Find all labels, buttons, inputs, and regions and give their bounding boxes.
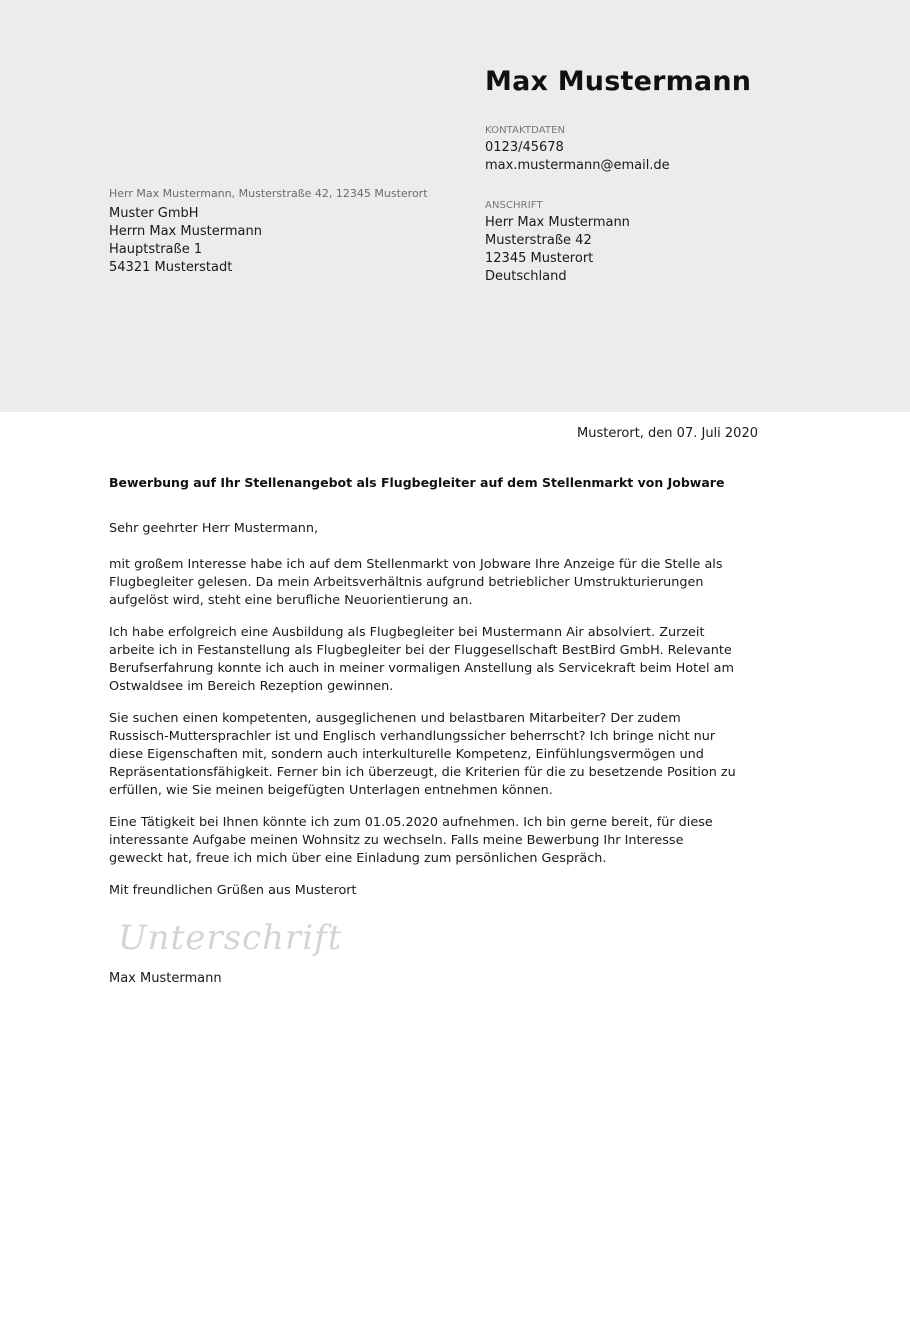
phone-number: 0123/45678 [485, 140, 564, 155]
address-line: Deutschland [485, 269, 567, 284]
letter-body [109, 520, 739, 914]
applicant-name: Max Mustermann [485, 66, 752, 97]
recipient-line: Muster GmbH [109, 206, 199, 221]
recipient-line: Hauptstraße 1 [109, 242, 203, 257]
address-line: Musterstraße 42 [485, 233, 592, 248]
recipient-line: Herrn Max Mustermann [109, 224, 262, 239]
body-paragraph: mit großem Interesse habe ich auf dem Stellenmarkt von Jobware Ihre Anzeige für die Stelle als Flugbegleiter gelesen. Da mein Arbeitsverhältnis aufgrund betrieblicher Umstrukturierungen aufgelöst wird, steht eine berufliche Neuorientierung an. [109, 557, 723, 608]
body-paragraph: Sie suchen einen kompetenten, ausgeglichenen und belastbaren Mitarbeiter? Der zudem Russisch-Muttersprachler ist und Englisch verhandlungssicher beherrscht? Ich bringe nicht nur diese Eigenschaften mit, sondern auch interkulturelle Kompetenz, Einfühlungsvermögen und Repräsentationsfähigkeit. Ferner bin ich überzeugt, die Kriterien für die zu besetzende Position zu erfüllen, wie Sie meinen beigefügten Unterlagen entnehmen können. [109, 711, 736, 798]
address-line: 12345 Musterort [485, 251, 594, 266]
address-block [485, 200, 630, 286]
closing: Mit freundlichen Grüßen aus Musterort [109, 883, 357, 898]
contact-block [485, 125, 670, 175]
contact-label: KONTAKTDATEN [485, 125, 566, 136]
letter-date: Musterort, den 07. Juli 2020 [577, 426, 758, 441]
email-address: max.mustermann@email.de [485, 158, 670, 173]
body-paragraph: Eine Tätigkeit bei Ihnen könnte ich zum 01.05.2020 aufnehmen. Ich bin gerne bereit, für diese interessante Aufgabe meinen Wohnsitz zu wechseln. Falls meine Bewerbung Ihr Interesse geweckt hat, freue ich mich über eine Einladung zum persönlichen Gespräch. [109, 815, 713, 866]
address-line: Herr Max Mustermann [485, 215, 630, 230]
recipient-address [109, 205, 262, 277]
signature-image: Unterschrift [118, 918, 343, 958]
letter-subject: Bewerbung auf Ihr Stellenangebot als Flugbegleiter auf dem Stellenmarkt von Jobware [109, 475, 725, 490]
body-paragraph: Ich habe erfolgreich eine Ausbildung als Flugbegleiter bei Mustermann Air absolviert. Zurzeit arbeite ich in Festanstellung als Flugbegleiter bei der Fluggesellschaft BestBird GmbH. Relevante Berufserfahrung konnte ich auch in meiner vormaligen Anstellung als Servicekraft beim Hotel am Ostwaldsee im Bereich Rezeption gewinnen. [109, 625, 734, 694]
address-label: ANSCHRIFT [485, 200, 543, 211]
signer-name: Max Mustermann [109, 971, 222, 986]
recipient-line: 54321 Musterstadt [109, 260, 233, 275]
sender-return-address: Herr Max Mustermann, Musterstraße 42, 12345 Musterort [109, 187, 428, 200]
salutation: Sehr geehrter Herr Mustermann, [109, 521, 319, 536]
